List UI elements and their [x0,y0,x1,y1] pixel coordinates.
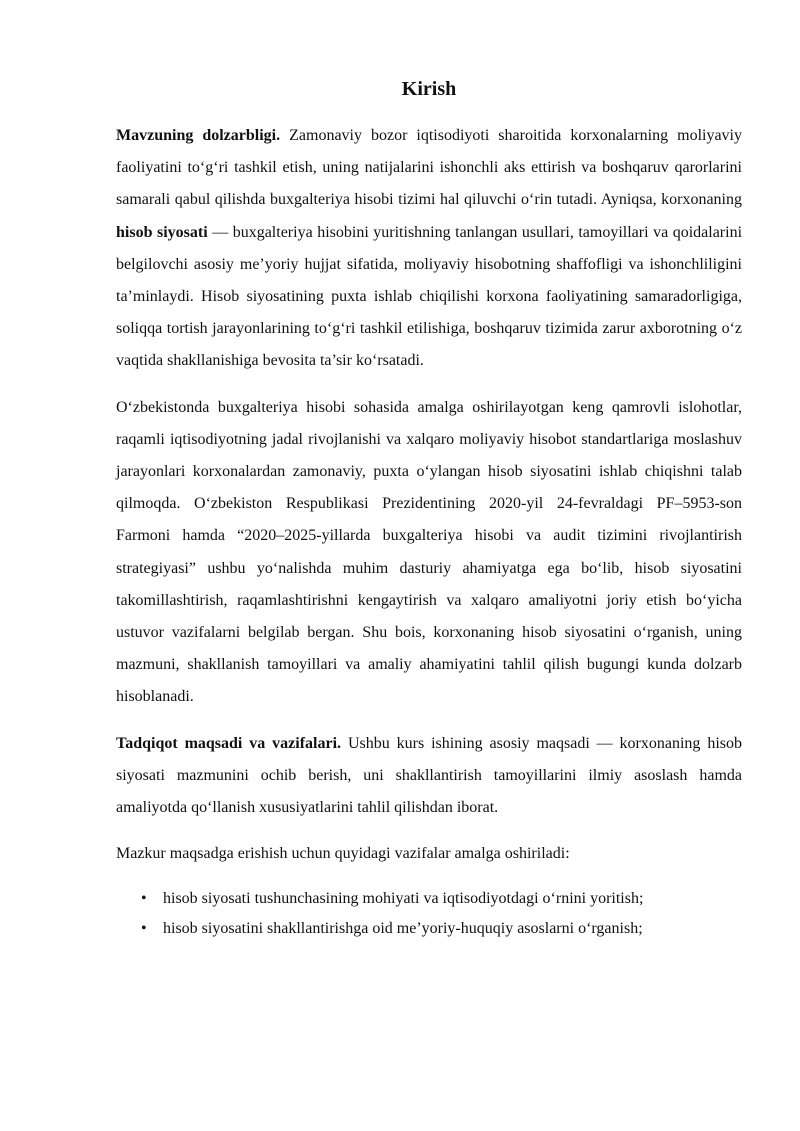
paragraph-relevance [116,120,742,378]
paragraph-goals [116,728,742,825]
paragraph-lead: Tadqiqot maqsadi va vazifalari. [116,734,342,752]
paragraph-reforms: O‘zbekistonda buxgalteriya hisobi sohasida amalga oshirilayotgan keng qamrovli islohotlar, raqamli iqtisodiyotning jadal rivojlanishi va xalqaro moliyaviy hisobot standartlariga moslashuv jarayonlari korxonalardan zamonaviy, puxta o‘ylangan hisob siyosatini ishlab chiqishni talab qilmoqda. O‘zbekiston Respublikasi Prezidentining 2020-yil 24-fevraldagi PF–5953-son Farmoni hamda “2020–2025-yillarda buxgalteriya hisobi va audit tizimini rivojlantirish strategiyasi” ushbu yo‘nalishda muhim dasturiy ahamiyatga ega bo‘lib, hisob siyosatini takomillashtirish, raqamlashtirishni kengaytirish va xalqaro amaliyotni joriy etish bo‘yicha ustuvor vazifalarni belgilab bergan. Shu bois, korxonaning hisob siyosatini o‘rganish, uning mazmuni, shakllanish tamoyillari va amaliy ahamiyatini tahlil qilish bugungi kunda dolzarb hisoblanadi. [116,398,742,706]
document-page [116,72,742,944]
paragraph-lead: Mavzuning dolzarbligi. [116,127,281,144]
page-title: Kirish [401,78,457,100]
paragraph-tasks-intro: Mazkur maqsadga erishish uchun quyidagi vazifalar amalga oshiriladi: [116,845,570,863]
list-item: • hisob siyosatini shakllantirishga oid me’yoriy-huquqiy asoslarni o‘rganish; [163,914,742,944]
tasks-list [116,884,742,944]
bold-term: hisob siyosati [116,223,208,241]
paragraph-text: Zamonaviy bozor iqtisodiyoti sharoitida korxonalarning moliyaviy faoliyatini to‘g‘ri tashkil etish, uning natijalarini ishonchli aks ettirish va boshqaruv qarorlarini samarali qabul qilishda buxgalteriya hisobi tizimi hal qiluvchi o‘rin tutadi. Ayniqsa, korxonaning [116,127,743,209]
list-item: • hisob siyosati tushunchasining mohiyati va iqtisodiyotdagi o‘rnini yoritish; [163,884,742,914]
paragraph-text: — buxgalteriya hisobini yuritishning tanlangan usullari, tamoyillari va qoidalarini belgilovchi asosiy me’yoriy hujjat sifatida, moliyaviy hisobotning shaffofligi va ishonchliligini ta’minlaydi. Hisob siyosatining puxta ishlab chiqilishi korxona faoliyatining samaradorligiga, soliqqa tortish jarayonlarining to‘g‘ri tashkil etilishiga, boshqaruv tizimida zarur axborotning o‘z vaqtida shakllanishiga bevosita ta’sir ko‘rsatadi. [116,223,743,370]
paragraph-text: Ushbu kurs ishining asosiy maqsadi — korxonaning hisob siyosati mazmunini ochib berish, uni shakllantirish tamoyillarini ilmiy asoslash hamda amaliyotda qo‘llanish xususiyatlarini tahlil qilishdan iborat. [116,734,743,817]
